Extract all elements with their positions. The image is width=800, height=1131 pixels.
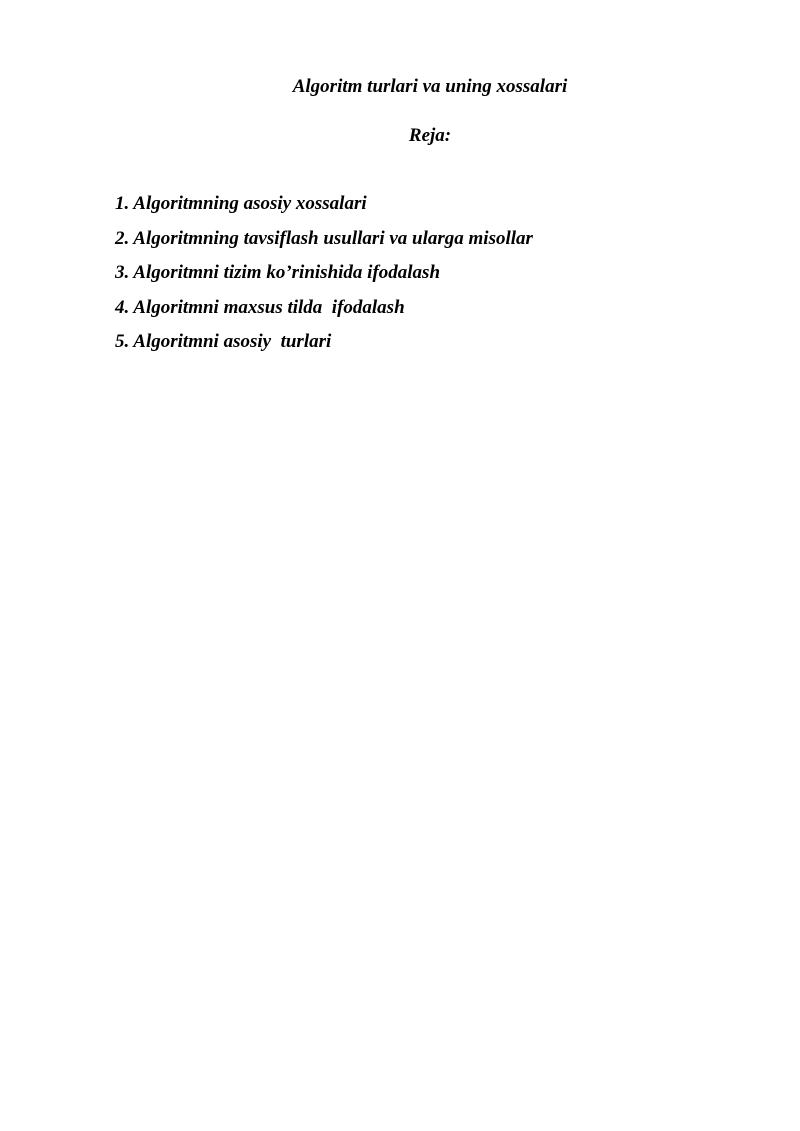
plan-heading: Reja: (408, 125, 452, 146)
plan-item-5: 5. Algoritmni asosiy turlari (115, 331, 332, 352)
plan-item-3: 3. Algoritmni tizim ko’rinishida ifodalash (115, 262, 441, 283)
document-title: Algoritm turlari va uning xossalari (292, 76, 568, 97)
plan-item-2: 2. Algoritmning tavsiflash usullari va ularga misollar (115, 227, 533, 249)
plan-item-1: 1. Algoritmning asosiy xossalari (115, 193, 367, 214)
plan-item-4: 4. Algoritmni maxsus tilda ifodalash (115, 296, 405, 318)
plan-list (115, 192, 533, 365)
